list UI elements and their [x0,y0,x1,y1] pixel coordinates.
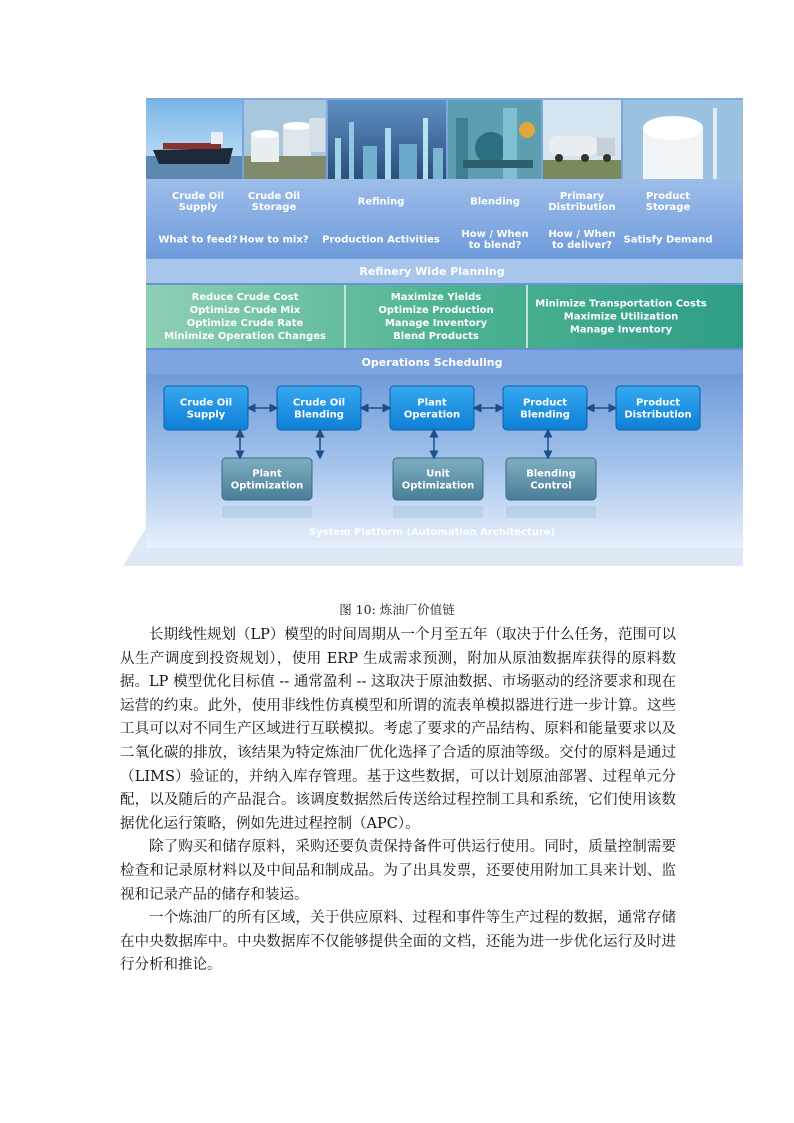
stage-name: Refining [357,196,405,208]
control-block [393,458,483,500]
scheduling-label: Operations Scheduling [361,356,503,369]
process-block [616,386,700,430]
process-block [277,386,361,430]
pipes-valves-photo [448,100,541,179]
process-block [503,386,587,430]
storage-sphere-photo [623,100,743,179]
figure-caption: 图 10: 炼油厂价值链 [339,602,455,617]
stage-question: How / When to deliver? [548,229,616,251]
value-chain-diagram [123,98,743,566]
stage-question: Production Activities [322,234,440,246]
storage-tanks-photo [244,100,326,179]
control-block-label: Plant Optimization [230,468,304,492]
process-block [164,386,248,430]
goal-group: Reduce Crude Cost Optimize Crude Mix Optimize Crude Rate Minimize Operation Changes [164,292,326,342]
paragraph: 一个炼油厂的所有区域，关于供应原料、过程和事件等生产过程的数据，通常存储在中央数据库中。中央数据库不仅能够提供全面的文档，还能为进一步优化运行及时进行分析和推论。 [120,910,676,974]
refinery-value-chain-figure [123,98,743,566]
stage-question: How to mix? [239,234,309,246]
stage-question: How / When to blend? [461,229,529,251]
control-block-reflection [393,506,483,518]
stage-name: Product Storage [645,191,691,213]
process-block-label: Product Distribution [624,397,692,421]
control-block-label: Unit Optimization [401,468,475,492]
goal-group: Maximize Yields Optimize Production Manage Inventory Blend Products [378,292,494,342]
process-block-label: Crude Oil Blending [292,397,346,421]
paragraph: 长期线性规划（LP）模型的时间周期从一个月至五年（取决于什么任务，范围可以从生产调度到投资规划），使用 ERP 生成需求预测，附加从原油数据库获得的原料数据。LP 模型优化目标值 -- 通常盈利 -- 这取决于原油数据、市场驱动的经济要求和现在运营的约束。此外，使用非线性仿真模型和所谓的流表单模拟器进行进一步计算。这些工具可以对不同生产区域进行互联模拟。考虑了要求的产品结构、原料和能量要求以及二氧化碳的排放，该结果为特定炼油厂优化选择了合适的原油等级。交付的原料是通过（LIMS）验证的，并纳入库存管理。基于这些数据，可以计划原油部署、过程单元分配，以及随后的产品混合。该调度数据然后传送给过程控制工具和系统，它们使用该数据优化运行策略，例如先进过程控制（APC）。 [120,627,676,832]
tank-truck-photo [543,100,621,179]
control-block-label: Blending Control [526,468,576,492]
control-block-reflection [506,506,596,518]
goal-group: Minimize Transportation Costs Maximize Utilization Manage Inventory [535,298,707,336]
process-block-label: Plant Operation [403,397,461,421]
process-block-label: Product Blending [520,397,570,421]
stage-name: Crude Oil Supply [171,191,225,213]
photo-strip [146,100,743,179]
refinery-night-photo [328,100,446,179]
process-block-label: Crude Oil Supply [179,397,233,421]
stage-question: Satisfy Demand [623,234,713,246]
planning-label: Refinery Wide Planning [359,265,505,278]
platform-label: System Platform (Automation Architecture) [308,527,556,538]
stage-name: Crude Oil Storage [247,191,301,213]
tanker-ship-photo [146,100,242,179]
process-block [390,386,474,430]
stage-name: Primary Distribution [548,191,616,213]
stage-question: What to feed? [158,234,238,246]
paragraph: 除了购买和储存原料，采购还要负责保持备件可供运行使用。同时，质量控制需要检查和记录原材料以及中间品和制成品。为了出具发票，还要使用附加工具来计划、监视和记录产品的储存和装运。 [120,839,676,903]
control-block [506,458,596,500]
stage-name: Blending [470,196,520,208]
control-block-reflection [222,506,312,518]
body-text [120,624,676,978]
control-block [222,458,312,500]
